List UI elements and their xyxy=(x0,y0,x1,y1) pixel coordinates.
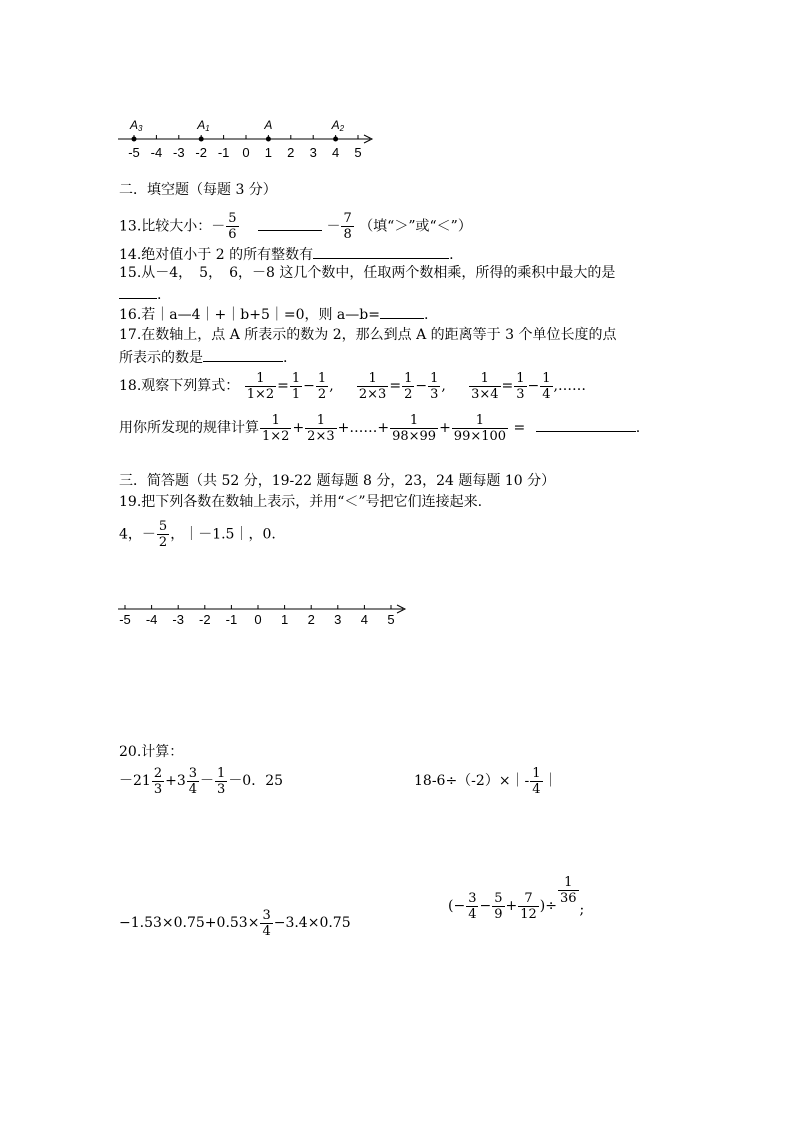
q14-answer-blank[interactable] xyxy=(313,244,449,259)
q17-answer-blank[interactable] xyxy=(203,347,283,362)
q16-answer-blank[interactable] xyxy=(380,304,424,319)
tick-label: -1 xyxy=(217,145,230,160)
tick-label: 2 xyxy=(307,612,315,627)
point-label: A xyxy=(264,118,273,132)
question-19-numbers xyxy=(119,519,276,550)
q18-eq3-b: $\frac{1}{4}$ xyxy=(542,370,551,402)
q13-prefix: 13.比较大小：－ xyxy=(119,218,226,235)
q14-text: 14.绝对值小于 2 的所有整数有 xyxy=(119,247,314,263)
q20-e4-end: ; xyxy=(579,902,585,918)
q18-eq3-lhs: $\frac{1}{3\times 4}$ xyxy=(471,370,499,402)
tick-label: 1 xyxy=(264,145,273,160)
question-15-answer xyxy=(119,284,161,304)
q20-e3-frac: $\frac{3}{4}$ xyxy=(262,907,271,939)
q20-expression-2 xyxy=(414,764,558,798)
q19-rest: ，｜－1.5｜，0. xyxy=(170,526,276,543)
q16-text: 16.若｜a—4｜+｜b+5｜=0，则 a—b= xyxy=(119,307,380,323)
point-label: A2 xyxy=(331,118,345,133)
q18-eq1-lhs: $\frac{1}{1\times 2}$ xyxy=(246,370,275,402)
point-label: A1 xyxy=(197,118,210,133)
q18-eq2-b: $\frac{1}{3}$ xyxy=(430,370,439,402)
q20-expression-3 xyxy=(119,905,351,941)
q18-eq3-a: $\frac{1}{3}$ xyxy=(516,370,525,402)
q20-e1-frac-b: $\frac{3}{4}$ xyxy=(188,765,198,797)
point-marker xyxy=(132,137,137,142)
q16-end: . xyxy=(423,307,429,323)
point-marker xyxy=(199,137,204,142)
q20-e2-b: ｜ xyxy=(543,773,558,789)
q20-e2-frac: $\frac{1}{4}$ xyxy=(532,765,541,797)
q18-answer-blank[interactable] xyxy=(536,417,636,432)
q18-sum-term-4: $\frac{1}{99\times 100}$ xyxy=(453,412,507,444)
tick-label: -5 xyxy=(128,145,140,160)
q18-end: . xyxy=(635,420,641,436)
q14-end: . xyxy=(449,247,454,263)
section-2-title: 二．填空题（每题 3 分） xyxy=(119,182,277,198)
q18-eq1-a: $\frac{1}{1}$ xyxy=(291,370,301,402)
tick-label: -2 xyxy=(195,145,207,160)
tick-label: -3 xyxy=(172,612,184,627)
q20-e1-c: － xyxy=(200,773,215,789)
q20-e4-frac-1: $\frac{3}{4}$ xyxy=(468,890,477,922)
q18-eq1-b: $\frac{1}{2}$ xyxy=(317,370,327,402)
q20-e4-frac-4: $\frac{1}{36}$ xyxy=(559,874,577,906)
q13-fraction-2: $\frac{7}{8}$ xyxy=(343,211,352,242)
tick-label: 5 xyxy=(387,612,395,627)
tick-label: 0 xyxy=(254,612,262,627)
tick-label: 0 xyxy=(242,145,250,160)
q18-line2-prefix: 用你所发现的规律计算 xyxy=(119,420,259,436)
q20-e4-frac-3: $\frac{7}{12}$ xyxy=(520,890,537,922)
q20-e1-d: －0．25 xyxy=(228,773,284,789)
q19-n1: 4，－ xyxy=(119,526,156,543)
q20-e4-m2: + xyxy=(505,898,518,914)
q18-eq2-a: $\frac{1}{2}$ xyxy=(404,370,413,402)
q18-eq2-lhs: $\frac{1}{2\times 3}$ xyxy=(358,370,387,402)
q20-e1-a: －21 xyxy=(119,773,151,789)
question-15 xyxy=(119,264,615,282)
q20-e4-open: (− xyxy=(448,898,466,914)
q19-fraction: $\frac{5}{2}$ xyxy=(158,519,168,550)
tick-label: -4 xyxy=(150,145,163,160)
q18-ellipsis: +……+ xyxy=(337,420,390,436)
number-line-with-points xyxy=(115,112,380,162)
q20-e1-b: +3 xyxy=(165,773,186,789)
q20-e3-b: −3.4×0.75 xyxy=(273,915,351,931)
q18-sum-term-3: $\frac{1}{98\times 99}$ xyxy=(392,412,437,444)
q17-text: 17.在数轴上，点 A 所表示的数为 2，那么到点 A 的距离等于 3 个单位长度的点 xyxy=(119,327,617,343)
q13-answer-blank[interactable] xyxy=(258,216,322,231)
q20-e3-a: −1.53×0.75+0.53× xyxy=(119,915,260,931)
tick-label: -4 xyxy=(145,612,158,627)
q20-expression-4 xyxy=(448,874,585,924)
q13-minus: － xyxy=(326,218,341,235)
q18-sum-term-2: $\frac{1}{2\times 3}$ xyxy=(307,412,335,444)
q13-suffix: （填“＞”或“＜”） xyxy=(359,218,472,235)
question-16 xyxy=(119,304,428,324)
tick-label: -3 xyxy=(173,145,185,160)
q15-answer-blank[interactable] xyxy=(119,284,157,299)
tick-label: 5 xyxy=(354,145,362,160)
tick-label: 3 xyxy=(309,145,317,160)
tick-label: 4 xyxy=(360,612,369,627)
section-3-title: 三．简答题（共 52 分，19-22 题每题 8 分，23，24 题每题 10 分） xyxy=(119,473,556,489)
tick-label: 1 xyxy=(280,612,289,627)
q20-e1-frac-a: $\frac{2}{3}$ xyxy=(153,765,163,797)
question-14 xyxy=(119,244,454,264)
blank-number-line[interactable] xyxy=(115,598,415,630)
point-label: A3 xyxy=(130,118,143,133)
q20-expression-1 xyxy=(119,764,283,798)
tick-label: 2 xyxy=(287,145,295,160)
q17-text-2: 所表示的数是 xyxy=(119,350,203,366)
q17-end: . xyxy=(283,350,288,366)
tick-label: 4 xyxy=(331,145,340,160)
question-13 xyxy=(119,211,472,242)
tick-label: 3 xyxy=(334,612,342,627)
question-20-title: 20.计算： xyxy=(119,744,184,760)
question-18-line-2: 用你所发现的规律计算 $\frac{1}{1\times 2}$ + $\frac{1}{2\times 3}$ +……+ $\frac{1}{98\times 99}$ + $\frac{1}{99\times 100}$ = . xyxy=(119,412,641,444)
q20-e4-frac-2: $\frac{5}{9}$ xyxy=(494,890,503,922)
tick-label: -2 xyxy=(199,612,211,627)
q20-e2-a: 18-6÷（-2）×｜- xyxy=(414,773,530,789)
question-19: 19.把下列各数在数轴上表示，并用“＜”号把它们连接起来. xyxy=(119,494,483,510)
question-17-line-2 xyxy=(119,347,287,367)
q20-e1-frac-c: $\frac{1}{3}$ xyxy=(217,765,226,797)
q15-end: . xyxy=(157,287,162,303)
point-marker xyxy=(333,137,338,142)
tick-label: -5 xyxy=(119,612,131,627)
question-17-line-1 xyxy=(119,326,616,344)
q13-fraction-1: $\frac{5}{6}$ xyxy=(228,211,237,242)
q18-dots: ,…… xyxy=(553,378,586,394)
q20-e4-close: )÷ xyxy=(539,898,557,914)
point-marker xyxy=(266,137,271,142)
q18-prefix: 18.观察下列算式： xyxy=(119,378,240,394)
tick-label: -1 xyxy=(225,612,238,627)
q15-text: 15.从－4， 5， 6，－8 这几个数中，任取两个数相乘，所得的乘积中最大的是 xyxy=(119,265,616,281)
question-18-line-1: 18.观察下列算式： $\frac{1}{1\times 2}$ = $\frac{1}{1}$ − $\frac{1}{2}$ , $\frac{1}{2\times 3}$ = $\frac{1}{2}$ − $\frac{1}{3}$ , $\frac{1}{3\times 4}$ = $\frac{1}{3}$ − $\frac{1}{4}$ ,…… xyxy=(119,370,586,402)
q18-sum-term-1: $\frac{1}{1\times 2}$ xyxy=(262,412,290,444)
q20-e4-m1: − xyxy=(479,898,492,914)
